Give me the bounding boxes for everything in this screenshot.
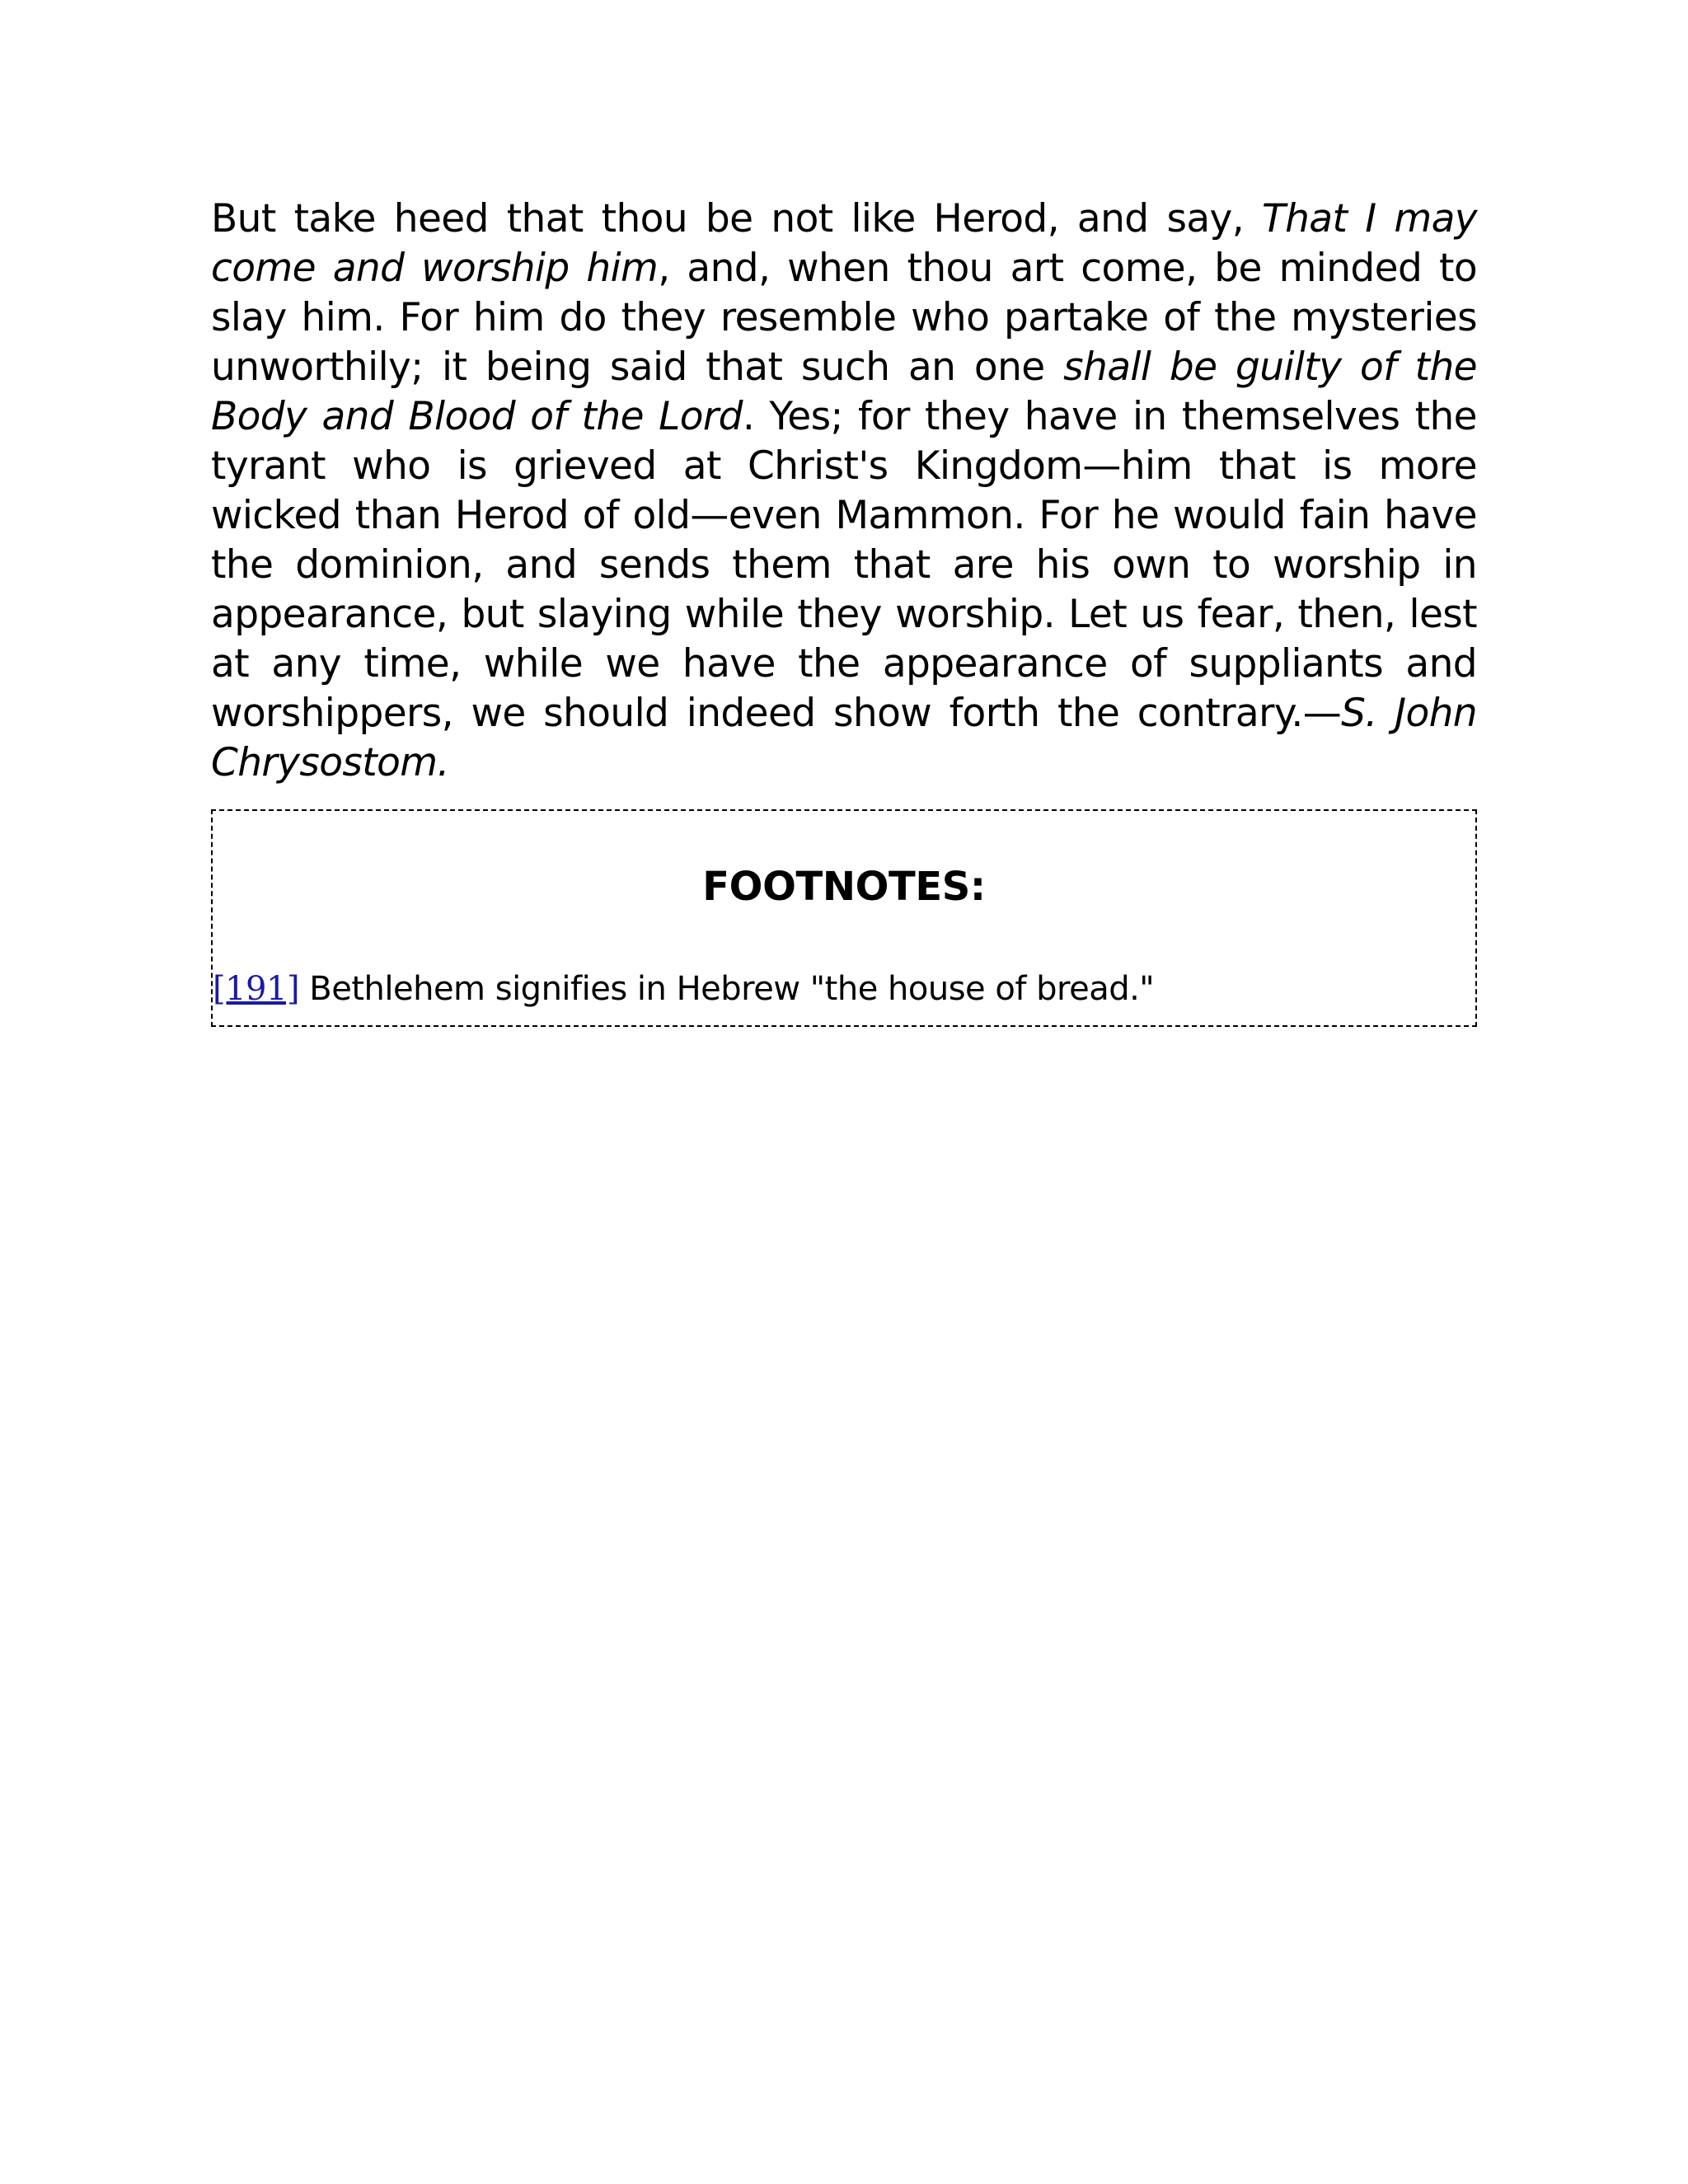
passage-italic-scripture: shall be guilty of the Body and Blood of the Lord <box>211 344 1478 439</box>
passage-text: , and, when thou art come, be minded to slay him. For him do they resemble who partake of the mysteries unworthily; it being said that such an one <box>211 246 1477 390</box>
passage-text: . Yes; for they have in themselves the tyrant who is grieved at Christ's Kingdom—him that is more wicked than Herod of old—even Mammon. For he would fain have the dominion, and sends them that are his own to worship in appearance, but slaying while they worship. Let us fear, then, lest at any time, while we have the appearance of suppliants and worshippers, we should indeed show forth the contrary.— <box>211 394 1477 736</box>
footnote-text: Bethlehem signifies in Hebrew "the house of bread." <box>299 970 1155 1008</box>
footnotes-heading: FOOTNOTES: <box>702 864 986 910</box>
passage-attribution: S. John Chrysostom. <box>211 691 1477 785</box>
footnote-item <box>213 969 1154 1009</box>
passage-text: But take heed that thou be not like Herod, and say, <box>211 196 1262 241</box>
page-content <box>211 194 1477 1027</box>
footnote-ref-link[interactable]: [191] <box>213 970 300 1008</box>
footnotes-box <box>211 809 1477 1027</box>
chrysostom-passage <box>211 194 1477 788</box>
passage-italic-quote: That I may come and worship him <box>211 196 1477 291</box>
